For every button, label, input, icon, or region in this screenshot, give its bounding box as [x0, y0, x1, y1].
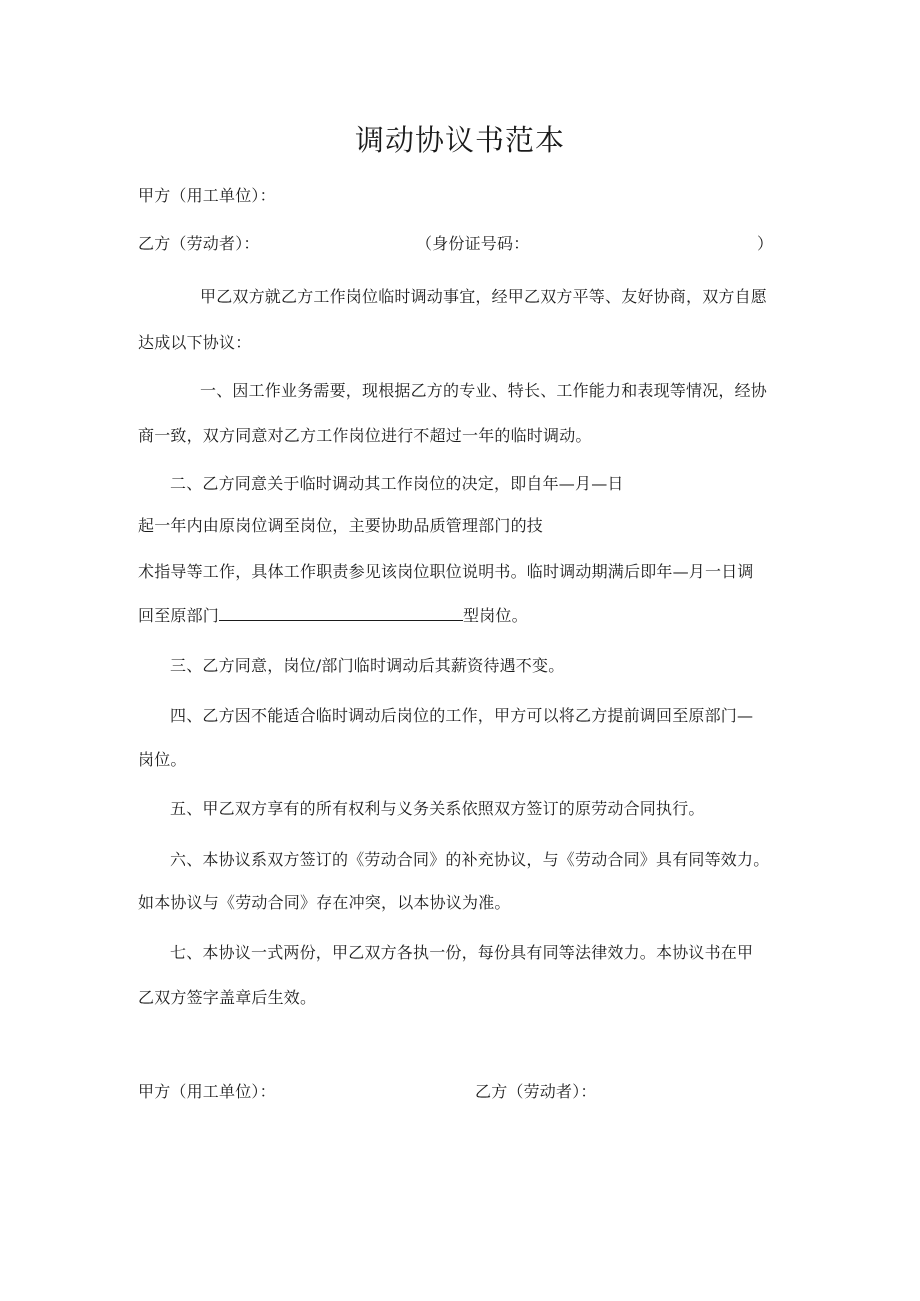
clause-1-line-2: 商一致，双方同意对乙方工作岗位进行不超过一年的临时调动。	[138, 426, 592, 445]
id-number-close: ）	[757, 234, 774, 253]
clause-2-line-3: 术指导等工作，具体工作职责参见该岗位职位说明书。临时调动期满后即年—月一日调	[138, 562, 754, 581]
document-title: 调动协议书范本	[354, 123, 565, 157]
party-a-line: 甲方（用工单位）：	[138, 186, 276, 205]
clause-3-line-1: 三、乙方同意，岗位/部门临时调动后其薪资待遇不变。	[170, 656, 565, 675]
clause-6-line-1: 六、本协议系双方签订的《劳动合同》的补充协议，与《劳动合同》具有同等效力。	[170, 850, 770, 869]
original-department-label: 回至原部门	[138, 606, 220, 625]
id-number-label: （身份证号码：	[416, 234, 530, 253]
clause-7-line-1: 七、本协议一式两份，甲乙双方各执一份，每份具有同等法律效力。本协议书在甲	[170, 943, 754, 962]
intro-line-2: 达成以下协议：	[138, 333, 252, 352]
clause-4-line-1: 四、乙方因不能适合临时调动后岗位的工作，甲方可以将乙方提前调回至原部门—	[170, 706, 754, 725]
party-b-label: 乙方（劳动者）：	[138, 234, 260, 253]
clause-5-line-1: 五、甲乙双方享有的所有权利与义务关系依照双方签订的原劳动合同执行。	[170, 799, 705, 818]
clause-1-line-1: 一、因工作业务需要，现根据乙方的专业、特长、工作能力和表现等情况，经协	[200, 381, 768, 400]
clause-6-line-2: 如本协议与《劳动合同》存在冲突，以本协议为准。	[138, 893, 511, 912]
clause-2-line-4	[138, 606, 528, 626]
signature-party-b: 乙方（劳动者）：	[475, 1082, 597, 1101]
clause-2-line-2: 起一年内由原岗位调至岗位，主要协助品质管理部门的技	[138, 516, 544, 535]
clause-2-line-1: 二、乙方同意关于临时调动其工作岗位的决定，即自年—月—日	[170, 474, 624, 493]
clause-7-line-2: 乙双方签字盖章后生效。	[138, 988, 317, 1007]
clause-4-line-2: 岗位。	[138, 750, 187, 769]
signature-party-a: 甲方（用工单位）：	[138, 1082, 276, 1101]
department-blank-line	[219, 606, 463, 621]
intro-line-1: 甲乙双方就乙方工作岗位临时调动事宜，经甲乙双方平等、友好协商，双方自愿	[200, 287, 768, 306]
position-type-label: 型岗位。	[463, 606, 528, 625]
